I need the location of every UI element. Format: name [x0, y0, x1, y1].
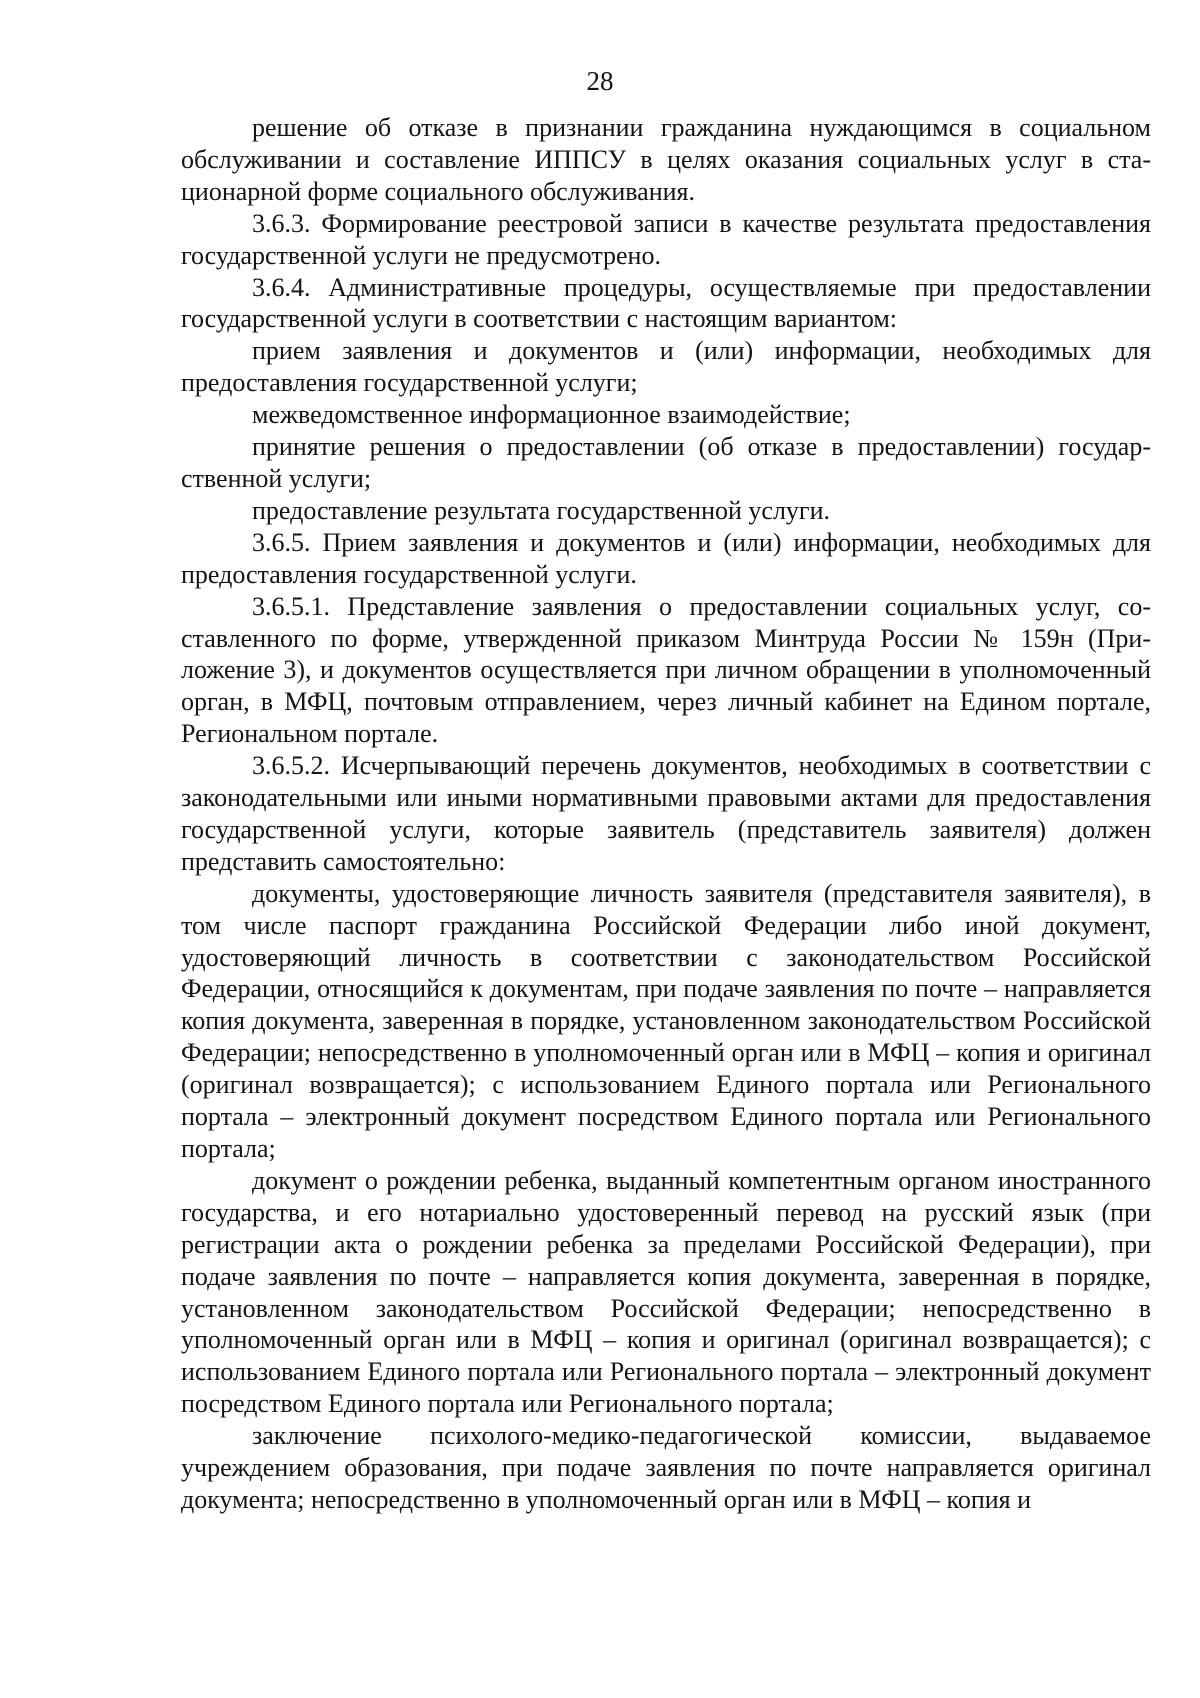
paragraph-3-6-5-1: 3.6.5.1. Представление заявления о предоставлении социальных услуг, составленного по форме, утвержденной приказом Минтруда России № 159н (Приложение 3), и документов осуществляется при личном обращении в уполномоченный орган, в МФЦ, почтовым отправлением, через личный кабинет на Едином портале, Региональном портале. [181, 591, 1151, 749]
list-item-pmpk-conclusion: заключение психолого-медико-педагогической комиссии, выдаваемое учреждением образования, при подаче заявления по почте направляется оригинал документа; непосредственно в уполномоченный орган или в МФЦ – копия и [181, 1421, 1151, 1514]
paragraph-3-6-4: 3.6.4. Административные процедуры, осуществляемые при предоставлении государственной услуги в соответствии с настоящим вариантом: [181, 272, 1151, 334]
list-item-interagency-interaction: межведомственное информационное взаимодействие; [252, 400, 851, 430]
paragraph-refusal-decision: решение об отказе в признании гражданина нуждающимся в социальном обслуживании и составление ИППСУ в целях оказания социальных услуг в стационарной форме социального обслуживания. [181, 113, 1151, 206]
list-item-decision-making: принятие решения о предоставлении (об отказе в предоставлении) государственной услуги; [181, 432, 1151, 493]
list-item-birth-document: документ о рождении ребенка, выданный компетентным органом иностранного государства, и его нотариально удостоверенный перевод на русский язык (при регистрации акта о рождении ребенка за пределами Российской Федерации), при подаче заявления по почте – направляется копия документа, заверенная в порядке, установленном законодательством Российской Федерации; непосредственно в уполномоченный орган или в МФЦ – копия и оригинал (оригинал возвращается); с использованием Единого портала или Регионального портала – электронный документ посредством Единого портала или Регионального портала; [181, 1165, 1151, 1419]
page-number: 28 [586, 66, 614, 96]
list-item-identity-documents: документы, удостоверяющие личность заявителя (представителя заявителя), в том числе паспорт гражданина Российской Федерации либо иной документ, удостоверяющий личность в соответствии с законодательством Российской Федерации, относящийся к документам, при подаче заявления по почте – направляется копия документа, заверенная в порядке, установленном законодательством Российской Федерации; непосредственно в уполномоченный орган или в МФЦ – копия и оригинал (оригинал возвращается); с использованием Единого портала или Регионального портала – электронный документ посредством Единого портала или Регионального портала; [181, 878, 1151, 1163]
list-item-application-intake: прием заявления и документов и (или) информации, необходимых для предоставления государственной услуги; [181, 336, 1151, 398]
paragraph-3-6-5-2: 3.6.5.2. Исчерпывающий перечень документов, необходимых в соответствии с законодательными или иными нормативными правовыми актами для предоставления государственной услуги, которые заявитель (представитель заявителя) должен представить самостоятельно: [181, 751, 1151, 876]
paragraph-3-6-3: 3.6.3. Формирование реестровой записи в качестве результата предоставления государственной услуги не предусмотрено. [181, 208, 1151, 270]
list-item-result-provision: предоставление результата государственной услуги. [252, 495, 831, 525]
document-body [181, 112, 1151, 1516]
paragraph-3-6-5: 3.6.5. Прием заявления и документов и (или) информации, необходимых для предоставления государственной услуги. [181, 527, 1151, 589]
